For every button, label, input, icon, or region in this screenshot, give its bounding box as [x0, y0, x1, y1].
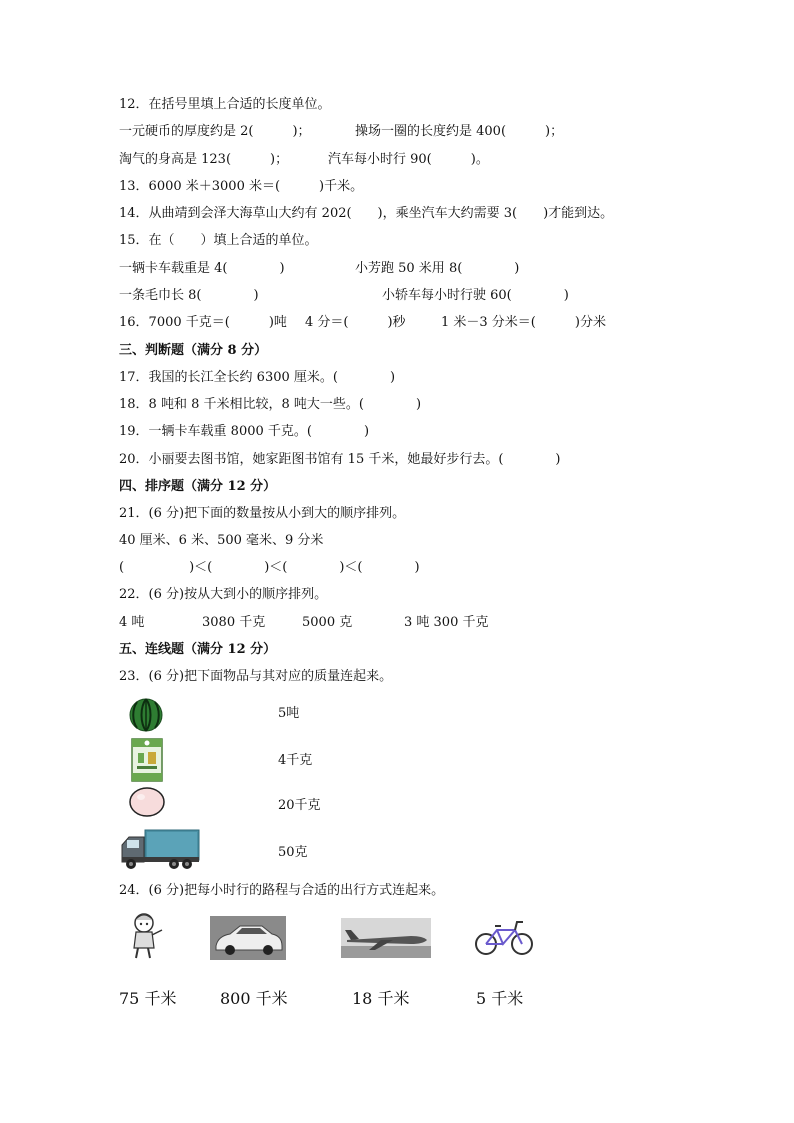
- q22-item-4: 3 吨 300 千克: [404, 615, 489, 630]
- q15-towel: 一条毛巾长 8( ): [119, 288, 259, 303]
- q17: 17．我国的长江全长约 6300 厘米。( ): [119, 370, 396, 385]
- q21-title: 21．(6 分)把下面的数量按从小到大的顺序排列。: [119, 506, 406, 521]
- watermelon-icon: [128, 697, 164, 733]
- q23-mass-3: 20千克: [278, 798, 321, 813]
- q24-distance-1: 75 千米: [119, 989, 177, 1008]
- q15-title: 15．在（ ）填上合适的单位。: [119, 233, 318, 248]
- truck-icon: [119, 829, 201, 871]
- q23-mass-1: 5吨: [278, 706, 300, 721]
- q24-distance-3: 18 千米: [352, 989, 410, 1008]
- q16-part1: 16．7000 千克＝( )吨: [119, 315, 287, 330]
- q23-mass-2: 4千克: [278, 753, 313, 768]
- q18: 18．8 吨和 8 千米相比较，8 吨大一些。( ): [119, 397, 422, 412]
- q12-car-speed: 汽车每小时行 90( )。: [328, 152, 489, 167]
- q15-car: 小轿车每小时行驶 60( ): [382, 288, 569, 303]
- car-icon: [210, 916, 286, 960]
- section-3-heading: 三、判断题（满分 8 分）: [119, 343, 268, 358]
- q12-track: 操场一圈的长度约是 400( )；: [355, 124, 564, 139]
- section-5-heading: 五、连线题（满分 12 分）: [119, 642, 277, 657]
- bicycle-icon: [473, 916, 535, 956]
- q12-height: 淘气的身高是 123( )；: [119, 152, 289, 167]
- walking-child-icon: [126, 912, 166, 960]
- q12-title: 12．在括号里填上合适的长度单位。: [119, 97, 331, 112]
- egg-icon: [128, 786, 166, 818]
- q16-part2: 4 分＝( )秒: [305, 315, 406, 330]
- section-4-heading: 四、排序题（满分 12 分）: [119, 479, 277, 494]
- q19: 19．一辆卡车载重 8000 千克。( ): [119, 424, 370, 439]
- q23-mass-4: 50克: [278, 845, 308, 860]
- q23-title: 23．(6 分)把下面物品与其对应的质量连起来。: [119, 669, 393, 684]
- q12-coin: 一元硬币的厚度约是 2( )；: [119, 124, 311, 139]
- q20: 20．小丽要去图书馆，她家距图书馆有 15 千米，她最好步行去。( ): [119, 452, 561, 467]
- q13: 13．6000 米＋3000 米＝( )千米。: [119, 179, 364, 194]
- q24-distance-4: 5 千米: [476, 989, 524, 1008]
- q24-title: 24．(6 分)把每小时行的路程与合适的出行方式连起来。: [119, 883, 445, 898]
- q22-title: 22．(6 分)按从大到小的顺序排列。: [119, 587, 328, 602]
- q22-item-3: 5000 克: [302, 615, 353, 630]
- q14: 14．从曲靖到会泽大海草山大约有 202( )，乘坐汽车大约需要 3( )才能到达。: [119, 206, 614, 221]
- q16-part3: 1 米－3 分米＝( )分米: [441, 315, 606, 330]
- q21-items: 40 厘米、6 米、500 毫米、9 分米: [119, 533, 324, 548]
- airplane-icon: [341, 918, 431, 958]
- q21-blanks: ( )＜( )＜( )＜( ): [119, 560, 420, 575]
- q22-item-2: 3080 千克: [202, 615, 266, 630]
- rice-bag-icon: [131, 737, 163, 783]
- q22-item-1: 4 吨: [119, 615, 145, 630]
- q15-truck: 一辆卡车载重是 4( ): [119, 261, 285, 276]
- q15-run: 小芳跑 50 米用 8( ): [355, 261, 520, 276]
- q24-distance-2: 800 千米: [220, 989, 288, 1008]
